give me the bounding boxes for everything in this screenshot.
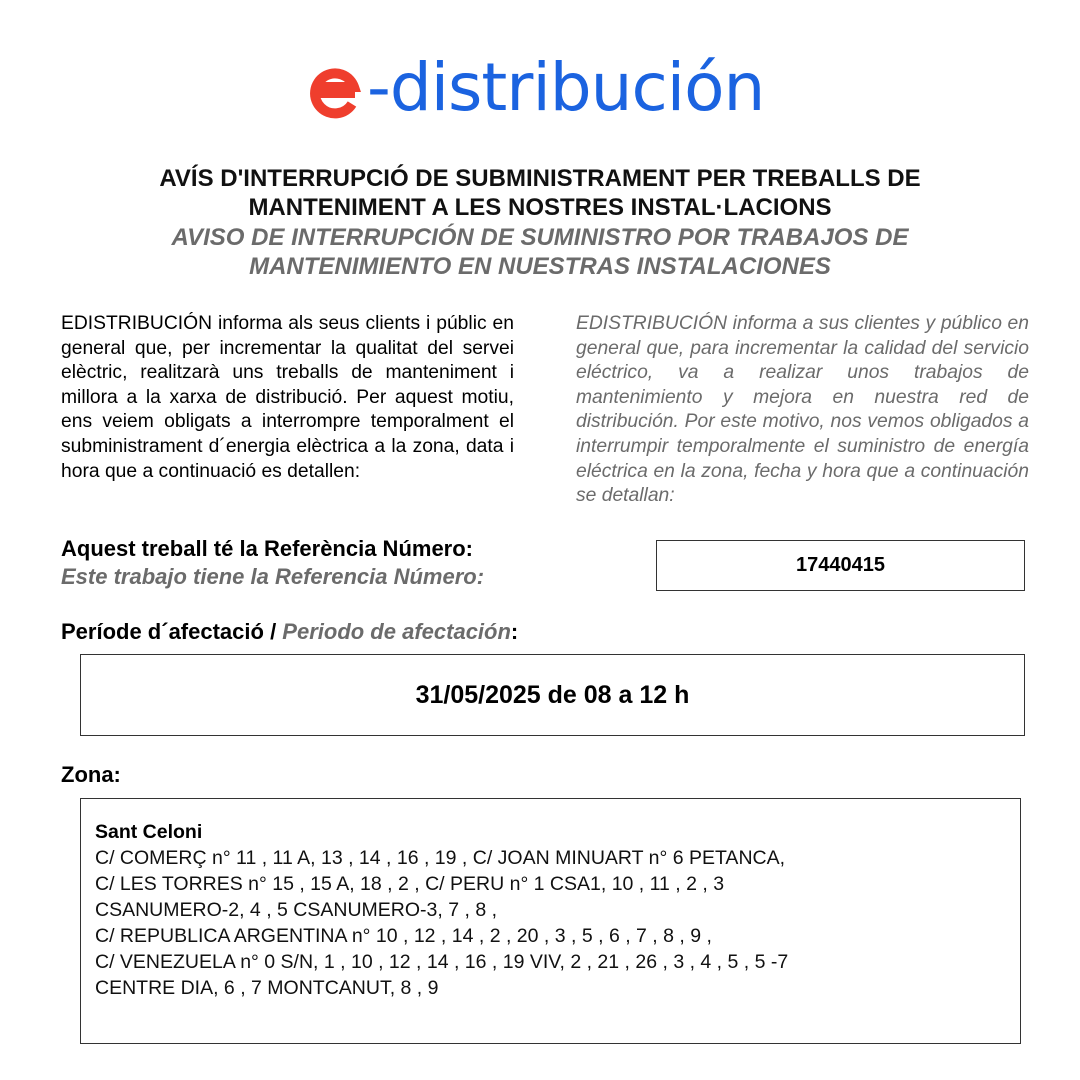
zone-line: C/ LES TORRES n° 15 , 15 A, 18 , 2 , C/ PERU n° 1 CSA1, 10 , 11 , 2 , 3 [95, 873, 725, 895]
zone-box [80, 798, 1021, 1044]
intro-catalan: EDISTRIBUCIÓN informa als seus clients i públic en general que, per incrementar la qualitat del servei elèctric, realitzarà uns treballs de manteniment i millora a la xarxa de distribució. Per aquest motiu, ens veiem obligats a interrompre temporalment el subministrament d´energia elèctrica a la zona, data i hora que a continuació es detallen: [61, 313, 514, 482]
period-separator: / [263, 619, 283, 644]
intro-spanish: EDISTRIBUCIÓN informa a sus clientes y público en general que, para incrementar la calidad del servicio eléctrico, va a realizar unos trabajos de mantenimiento y mejora en nuestra red de distribución. Por este motivo, nos vemos obligados a interrumpir temporalmente el suministro de energía eléctrica en la zona, fecha y hora que a continuación se detallan: [576, 313, 1029, 507]
title-spanish-line2: MANTENIMIENTO EN NUESTRAS INSTALACIONES [249, 253, 831, 280]
reference-label [61, 535, 484, 591]
title-spanish-line1: AVISO DE INTERRUPCIÓN DE SUMINISTRO POR TRABAJOS DE [171, 224, 909, 251]
zone-line: C/ VENEZUELA n° 0 S/N, 1 , 10 , 12 , 14 , 16 , 19 VIV, 2 , 21 , 26 , 3 , 4 , 5 , 5 -7 [95, 951, 789, 973]
period-colon: : [510, 619, 519, 644]
logo-text: -distribución [367, 49, 765, 126]
e-logo-icon [306, 64, 362, 120]
zone-line: C/ COMERÇ n° 11 , 11 A, 13 , 14 , 16 , 19 , C/ JOAN MINUART n° 6 PETANCA, [95, 847, 786, 869]
zone-line: CSANUMERO-2, 4 , 5 CSANUMERO-3, 7 , 8 , [95, 899, 498, 921]
zone-line: CENTRE DIA, 6 , 7 MONTCANUT, 8 , 9 [95, 977, 439, 999]
reference-number: 17440415 [656, 540, 1025, 591]
period-label-catalan: Període d´afectació [61, 619, 264, 644]
brand-logo [0, 49, 1080, 132]
title-catalan-line1: AVÍS D'INTERRUPCIÓ DE SUBMINISTRAMENT PER TREBALLS DE [159, 165, 921, 192]
period-label-spanish: Periodo de afectación [282, 619, 511, 644]
zone-city: Sant Celoni [95, 821, 203, 843]
reference-label-spanish: Este trabajo tiene la Referencia Número: [61, 564, 485, 589]
reference-label-catalan: Aquest treball té la Referència Número: [61, 536, 474, 561]
title-catalan-line2: MANTENIMENT A LES NOSTRES INSTAL·LACIONS [248, 194, 832, 221]
period-value: 31/05/2025 de 08 a 12 h [80, 654, 1025, 736]
period-label [61, 618, 518, 646]
title-spanish [60, 223, 1020, 281]
zone-label: Zona: [61, 762, 121, 787]
zone-line: C/ REPUBLICA ARGENTINA n° 10 , 12 , 14 , 2 , 20 , 3 , 5 , 6 , 7 , 8 , 9 , [95, 925, 712, 947]
title-catalan [60, 164, 1020, 222]
